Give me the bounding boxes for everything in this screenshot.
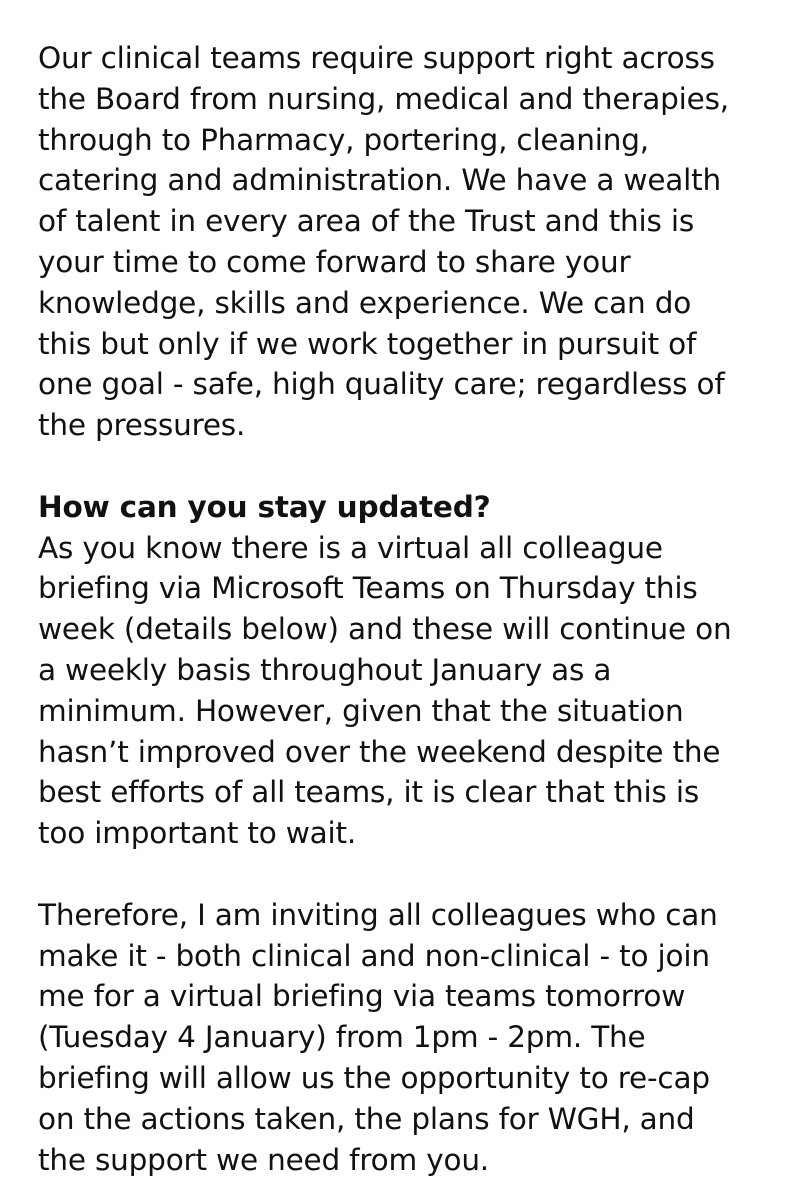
paragraph-spacer [38, 854, 778, 895]
text-line: (Tuesday 4 January) from 1pm - 2pm. The [38, 1020, 646, 1055]
paragraph-spacer [38, 446, 778, 487]
paragraph-support [38, 38, 778, 446]
text-line: your time to come forward to share your [38, 244, 631, 279]
text-line: a weekly basis throughout January as a [38, 652, 612, 687]
document-body [38, 38, 778, 1180]
text-line: through to Pharmacy, portering, cleaning, [38, 122, 649, 157]
text-line: Our clinical teams require support right across [38, 41, 715, 75]
text-line: me for a virtual briefing via teams tomorrow [38, 979, 686, 1014]
paragraph-invitation [38, 895, 778, 1181]
section-heading: How can you stay updated? [38, 489, 491, 524]
text-line: the Board from nursing, medical and therapies, [38, 81, 729, 116]
text-line: briefing will allow us the opportunity to re-cap [38, 1060, 710, 1095]
text-line: on the actions taken, the plans for WGH, and [38, 1101, 695, 1136]
text-line: one goal - safe, high quality care; regardless of [38, 367, 725, 402]
text-line: too important to wait. [38, 816, 357, 851]
text-line: best efforts of all teams, it is clear that this is [38, 775, 699, 810]
text-line: briefing via Microsoft Teams on Thursday this [38, 571, 698, 606]
text-line: knowledge, skills and experience. We can do [38, 285, 692, 320]
text-line: this but only if we work together in pursuit of [38, 326, 697, 361]
text-line: catering and administration. We have a wealth [38, 163, 722, 198]
text-line: of talent in every area of the Trust and this is [38, 204, 695, 239]
text-line: the support we need from you. [38, 1142, 489, 1177]
text-line: week (details below) and these will continue on [38, 612, 732, 647]
paragraph-briefing [38, 528, 778, 854]
text-line: the pressures. [38, 408, 246, 443]
text-line: As you know there is a virtual all colleague [38, 530, 663, 565]
text-line: hasn’t improved over the weekend despite the [38, 734, 721, 769]
text-line: minimum. However, given that the situation [38, 693, 684, 728]
text-line: Therefore, I am inviting all colleagues who can [38, 897, 718, 932]
text-line: make it - both clinical and non-clinical - to join [38, 938, 710, 973]
